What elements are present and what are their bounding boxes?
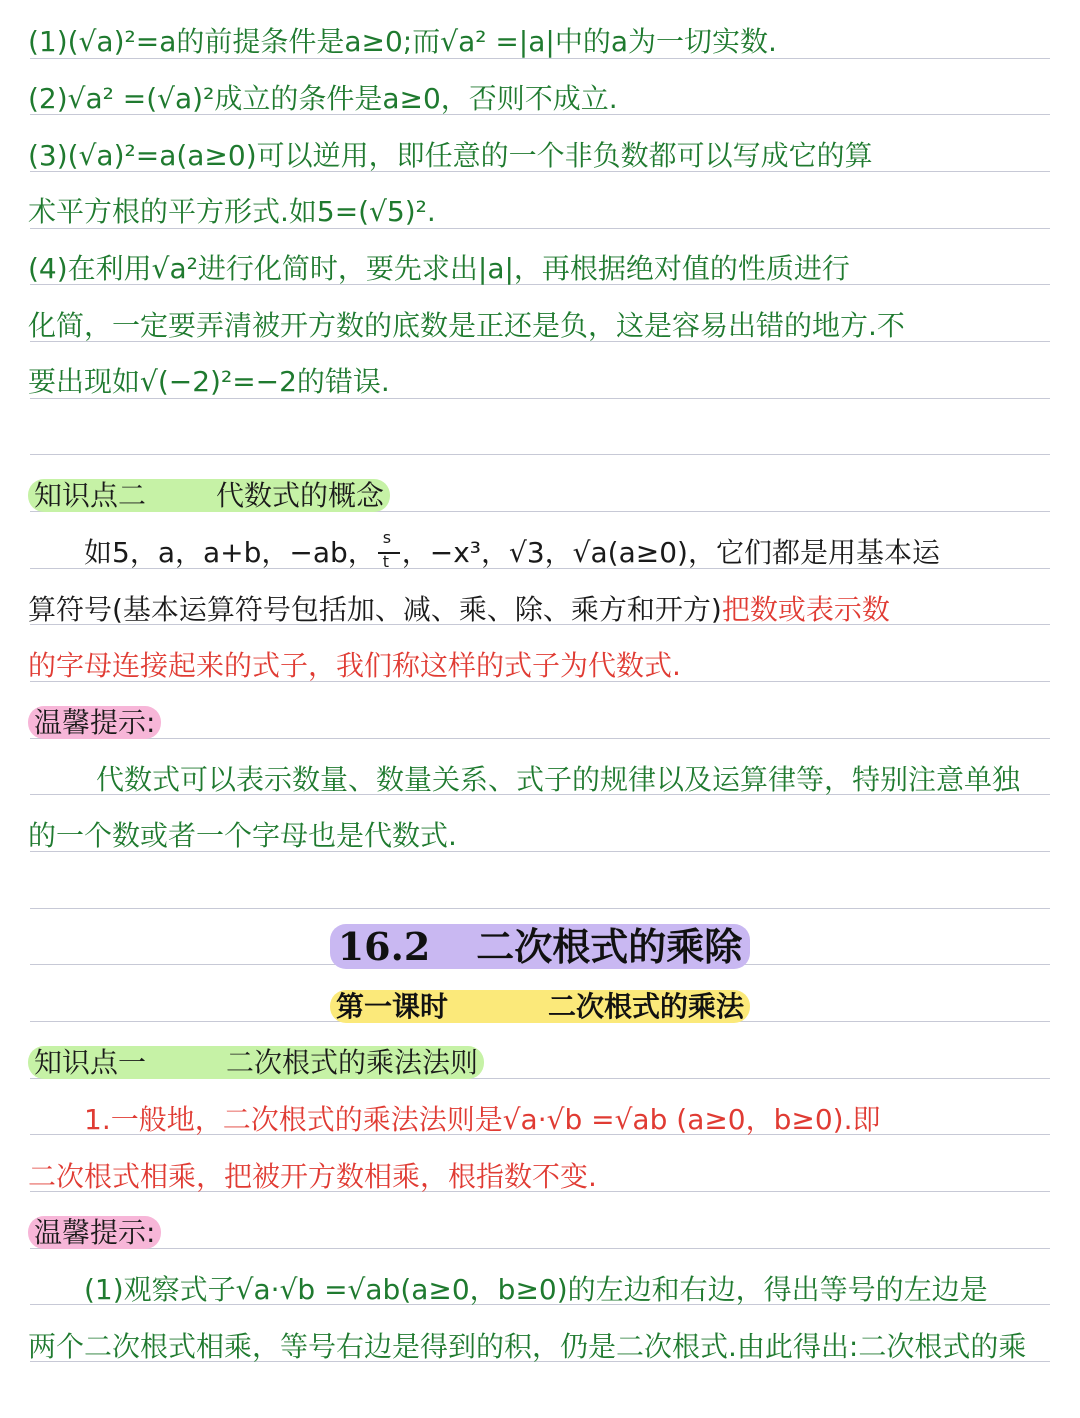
knowledge-point-label: 知识点一	[34, 1046, 147, 1079]
lesson-name: 二次根式的乘法	[548, 990, 745, 1023]
fraction-numerator: s	[382, 528, 392, 547]
note-line: 要出现如√(−2)²=−2的错误.	[28, 365, 390, 398]
knowledge-point-title: 二次根式的乘法法则	[226, 1046, 479, 1079]
fraction-s-over-t	[376, 528, 402, 571]
tip-heading	[28, 703, 161, 743]
rule-line	[30, 454, 1050, 455]
chapter-title	[0, 924, 1080, 970]
tip-line: 两个二次根式相乘，等号右边是得到的积，仍是二次根式.由此得出:二次根式的乘	[28, 1330, 1027, 1363]
knowledge-point-2-heading	[28, 476, 390, 516]
knowledge-point-1-heading	[28, 1043, 484, 1083]
tip-heading	[28, 1213, 161, 1253]
rule-line	[30, 738, 1050, 739]
tip-line: 的一个数或者一个字母也是代数式.	[28, 819, 457, 852]
note-line: (3)(√a)²=a(a≥0)可以逆用，即任意的一个非负数都可以写成它的算	[28, 139, 873, 172]
tip-label: 温馨提示:	[28, 1216, 161, 1249]
lesson-title	[0, 988, 1080, 1026]
fraction-denominator: t	[382, 552, 390, 571]
tip-label: 温馨提示:	[28, 706, 161, 739]
definition-line	[28, 590, 890, 630]
expression-examples: 如5，a，a+b，−ab，	[84, 536, 376, 569]
note-line: 术平方根的平方形式.如5=(√5)².	[28, 195, 436, 228]
tip-line: 代数式可以表示数量、数量关系、式子的规律以及运算律等，特别注意单独	[96, 763, 1021, 796]
note-line: (4)在利用√a²进行化简时，要先求出|a|，再根据绝对值的性质进行	[28, 252, 850, 285]
chapter-name: 二次根式的乘除	[476, 924, 743, 969]
expression-examples-continued: ，−x³，√3，√a(a≥0)，它们都是用基本运	[401, 536, 940, 569]
knowledge-point-label: 知识点二	[34, 479, 147, 512]
knowledge-point-title: 代数式的概念	[216, 479, 385, 512]
note-line: (2)√a² =(√a)²成立的条件是a≥0，否则不成立.	[28, 82, 618, 115]
chapter-number: 16.2	[337, 924, 431, 969]
rule-line	[30, 908, 1050, 909]
definition-line	[84, 528, 940, 573]
rule-statement-line: 二次根式相乘，把被开方数相乘，根指数不变.	[28, 1160, 597, 1193]
definition-text: 算符号(基本运算符号包括加、减、乘、除、乘方和开方)	[28, 593, 722, 626]
lesson-label: 第一课时	[335, 990, 448, 1023]
note-line: 化简，一定要弄清被开方数的底数是正还是负，这是容易出错的地方.不	[28, 309, 905, 342]
rule-line	[30, 1248, 1050, 1249]
tip-line: (1)观察式子√a·√b =√ab(a≥0，b≥0)的左边和右边，得出等号的左边是	[84, 1273, 988, 1306]
note-line: (1)(√a)²=a的前提条件是a≥0;而√a² =|a|中的a为一切实数.	[28, 25, 777, 58]
rule-statement-line: 1.一般地，二次根式的乘法法则是√a·√b =√ab (a≥0，b≥0).即	[84, 1103, 881, 1136]
definition-emphasis: 把数或表示数	[721, 593, 890, 626]
definition-emphasis-line: 的字母连接起来的式子，我们称这样的式子为代数式.	[28, 649, 681, 682]
